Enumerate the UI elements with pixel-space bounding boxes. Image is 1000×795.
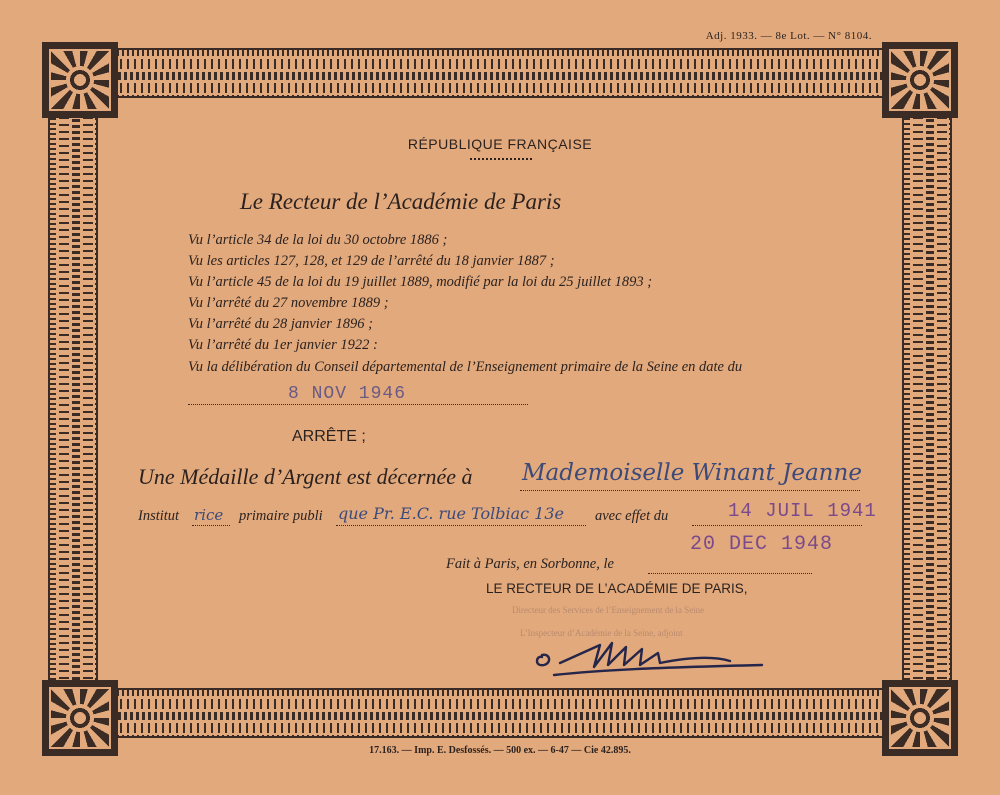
effect-label: avec effet du [595,508,669,524]
considerant-7: Vu la délibération du Conseil départemental de l’Enseignement primaire de la Seine en date du [188,359,743,375]
considerant-6: Vu l’arrêté du 1er janvier 1922 : [188,337,378,353]
institution-label-a: Institut [138,508,180,524]
considerant-2: Vu les articles 127, 128, et 129 de l’arrêté du 18 janvier 1887 ; [188,253,555,269]
print-reference: Adj. 1933. — 8e Lot. — N° 8104. [705,30,872,42]
effect-date-stamp: 14 JUIL 1941 [728,500,877,522]
rector-signature [530,625,770,680]
heading-rule [470,158,532,160]
right-border [902,112,952,680]
faint-stamp-line-2: L’Inspecteur d’Académie de la Seine, adjoint [520,628,683,638]
bottom-border [112,688,888,738]
school-line [336,525,586,526]
arrete-heading: ARRÊTE ; [292,428,366,445]
deliberation-date-stamp: 8 NOV 1946 [288,384,407,404]
issue-place: Fait à Paris, en Sorbonne, le [446,556,614,572]
republic-heading: RÉPUBLIQUE FRANÇAISE [407,136,593,152]
corner-ornament-top-right [882,42,958,118]
considerant-4: Vu l’arrêté du 27 novembre 1889 ; [188,295,389,311]
issue-date-stamp: 20 DEC 1948 [690,533,834,556]
recipient-name: Mademoiselle Winant Jeanne [522,460,862,486]
school-name: que Pr. E.C. rue Tolbiac 13e [338,504,564,523]
considerant-1: Vu l’article 34 de la loi du 30 octobre 1886 ; [188,232,448,248]
effect-date-line [692,525,862,526]
deliberation-date-line [188,404,528,405]
considerant-3: Vu l’article 45 de la loi du 19 juillet 1889, modifié par la loi du 25 juillet 1893 ; [188,274,653,290]
corner-ornament-top-left [42,42,118,118]
signature-title: LE RECTEUR DE L’ACADÉMIE DE PARIS, [486,581,748,596]
left-border [48,112,98,680]
recipient-line [520,490,860,491]
printer-footer: 17.163. — Imp. E. Desfossés. — 500 ex. — 6-47 — Cie 42.895. [369,745,631,756]
award-text: Une Médaille d’Argent est décernée à [138,464,473,489]
top-border [112,48,888,98]
institution-suffix: rice [194,506,224,524]
faint-stamp-line-1: Directeur des Services de l’Enseignement de la Seine [512,605,705,615]
suffix-line [192,525,230,526]
issue-date-line [648,573,812,574]
considerant-5: Vu l’arrêté du 28 janvier 1896 ; [188,316,373,332]
institution-label-b: primaire publi [239,508,323,524]
rector-title: Le Recteur de l’Académie de Paris [240,189,562,214]
